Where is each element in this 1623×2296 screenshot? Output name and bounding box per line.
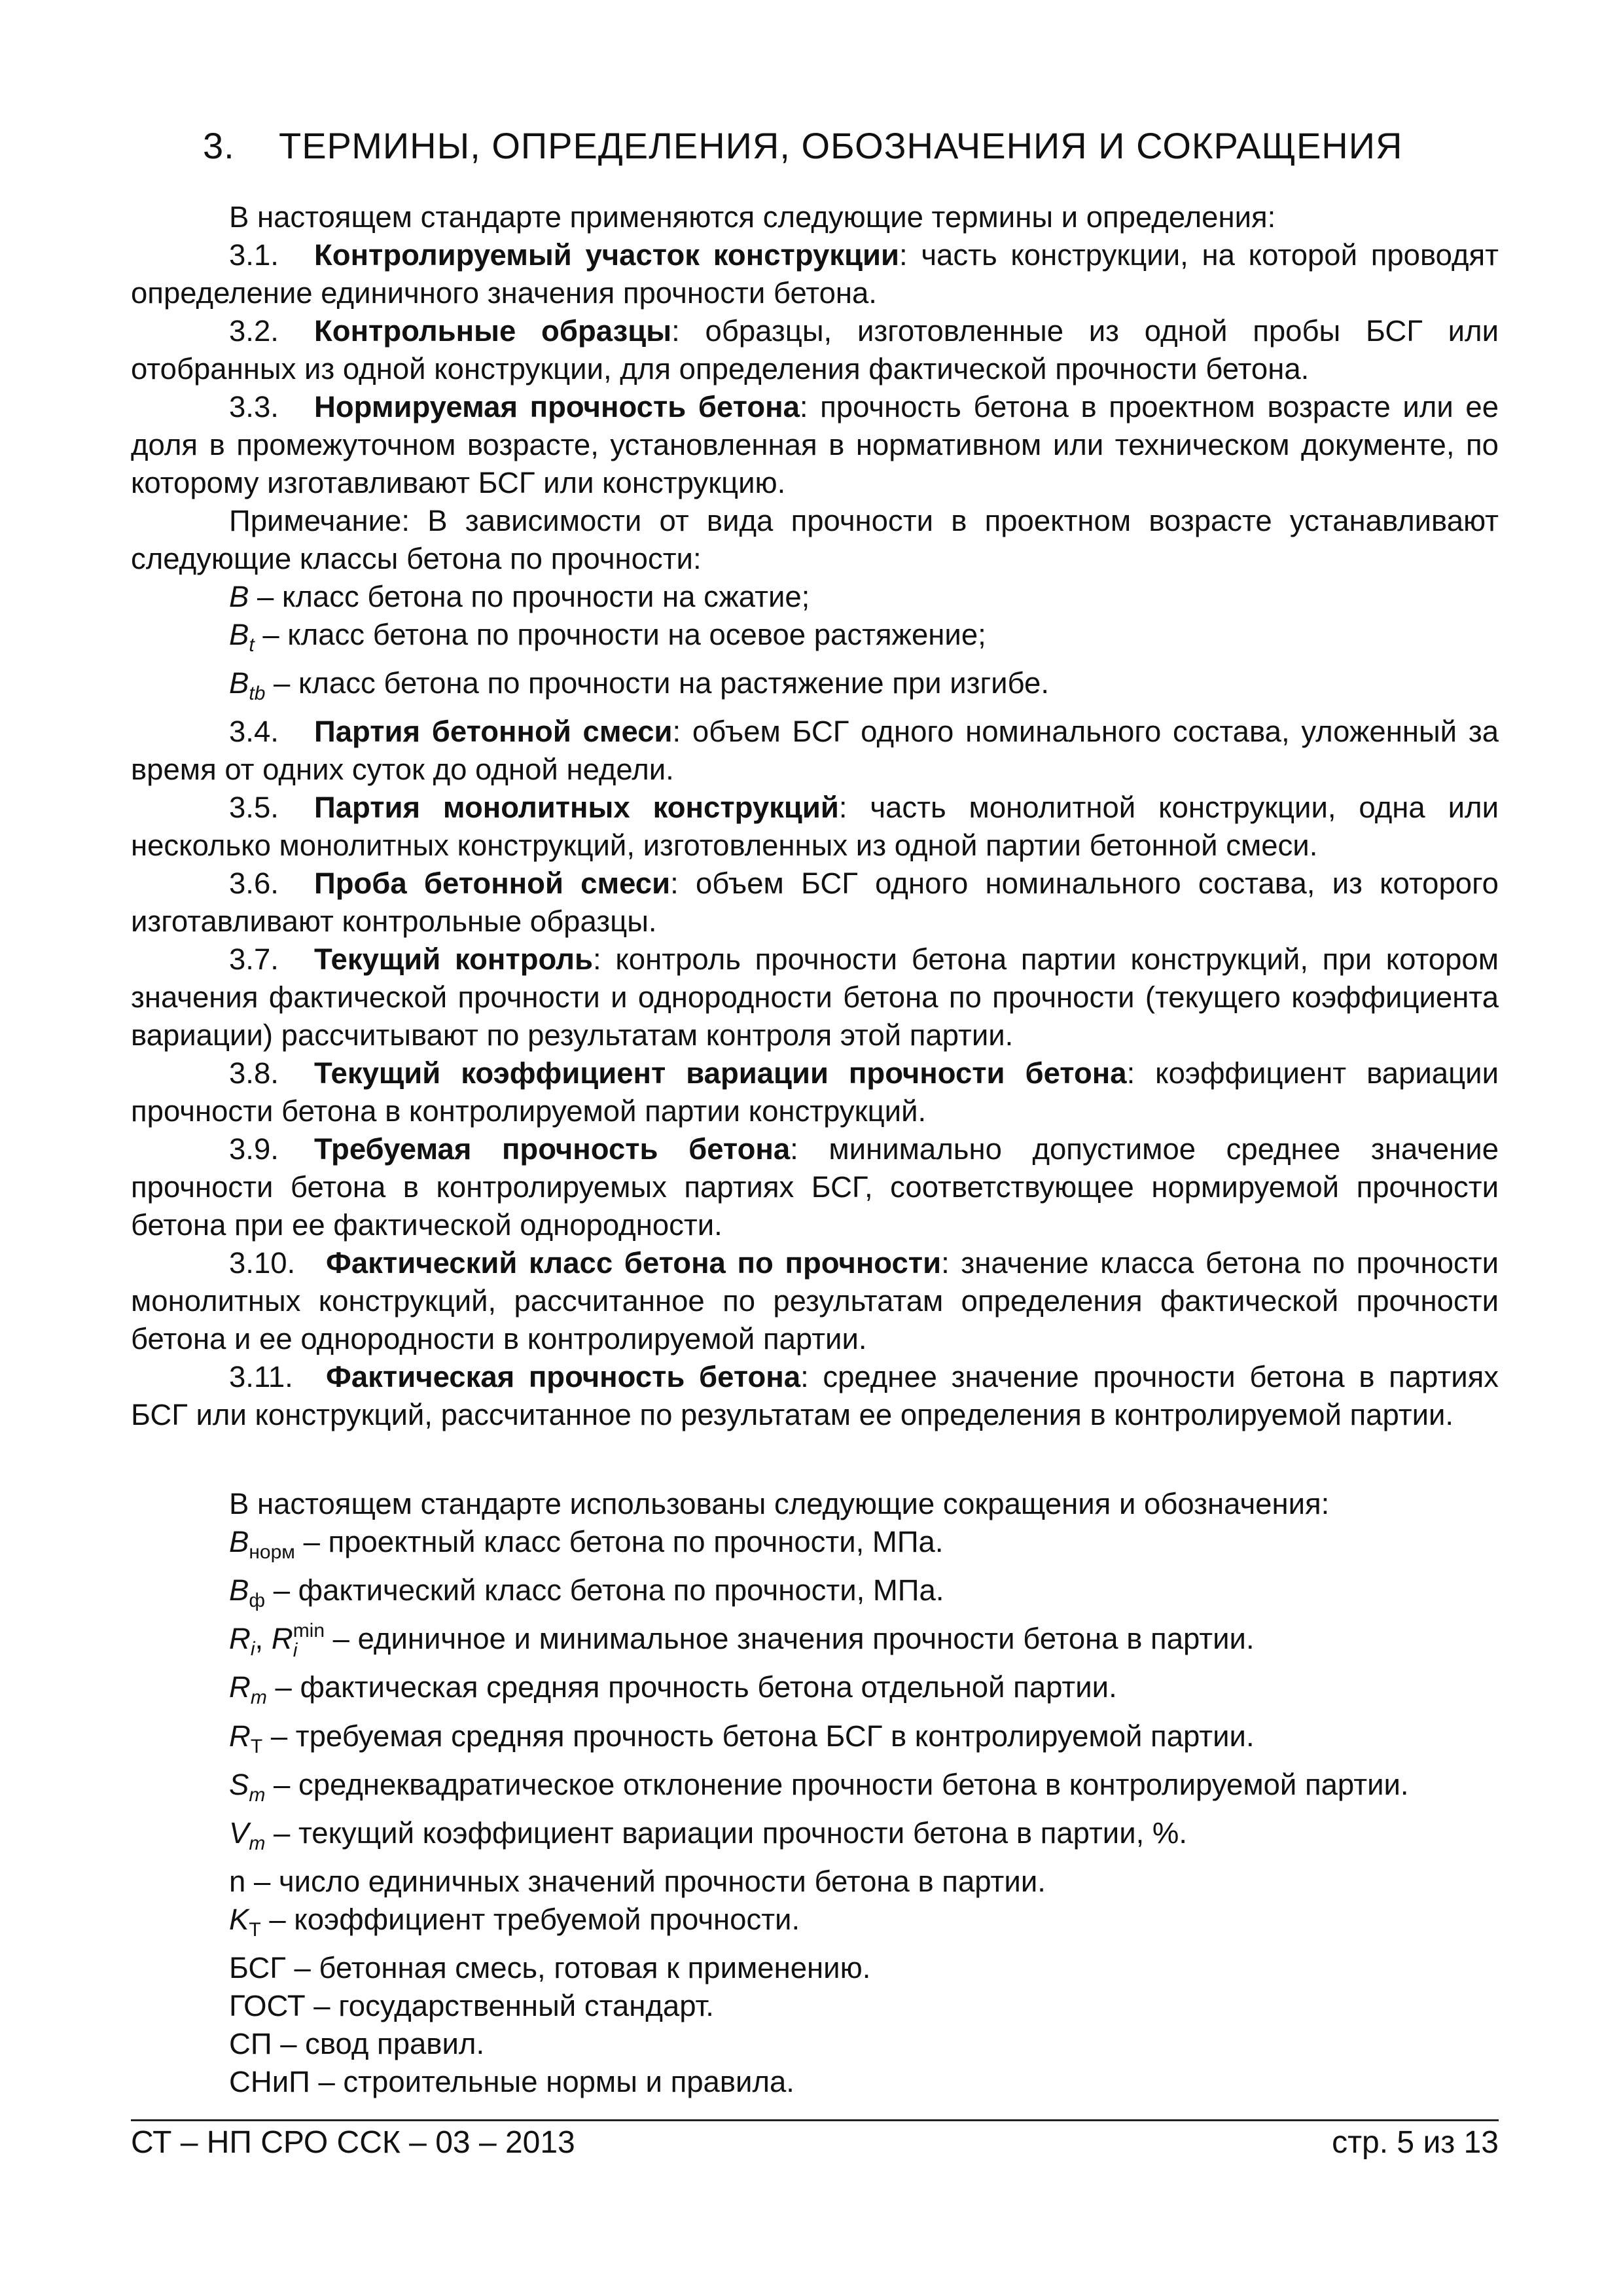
definition-3-11 xyxy=(131,1358,1499,1434)
definition-text: : минимально допустимое среднее значение прочности бетона в контролируемых партиях БСГ, соответствующее нормируемой прочности бетона при ее фактической однородности. xyxy=(131,1132,1499,1242)
symbol: K xyxy=(229,1902,249,1936)
definition-3-9 xyxy=(131,1130,1499,1244)
symbol-description: – класс бетона по прочности на растяжение при изгибе. xyxy=(265,666,1049,700)
symbol-subscript: i xyxy=(250,1638,255,1660)
definition-number: 3.7. xyxy=(229,942,279,977)
definition-text: : часть конструкции, на которой проводят определение единичного значения прочности бетона. xyxy=(131,238,1499,310)
symbol-item xyxy=(131,1668,1499,1717)
symbol: B xyxy=(229,1573,249,1607)
definition-term: Текущий контроль xyxy=(314,942,594,977)
symbol-subscript: m xyxy=(249,1784,266,1806)
abbreviation-item: ГОСТ – государственный стандарт. xyxy=(229,1988,714,2022)
symbol-item: $R_i$, R i min – единичное и минимальное значения прочности бетона в партии. xyxy=(229,1620,1255,1662)
symbol: B xyxy=(229,1525,249,1559)
definition-text: : прочность бетона в проектном возрасте или ее доля в промежуточном возрасте, установленная в нормативном или техническом документе, по которому изготавливают БСГ или конструкцию. xyxy=(131,390,1499,499)
symbol-subscript: tb xyxy=(249,683,266,705)
symbol-item xyxy=(131,1717,1499,1766)
definition-number: 3.9. xyxy=(229,1132,279,1166)
symbol-subscript: i xyxy=(293,1640,298,1662)
definition-3-3 xyxy=(131,388,1499,502)
symbol-description: – класс бетона по прочности на осевое растяжение; xyxy=(254,618,986,651)
symbol: R xyxy=(271,1622,293,1656)
page-footer xyxy=(131,2125,1499,2161)
definition-text: : среднее значение прочности бетона в партиях БСГ или конструкций, рассчитанное по результатам ее определения в контролируемой партии. xyxy=(131,1360,1499,1432)
symbol-description: – коэффициент требуемой прочности. xyxy=(260,1902,800,1936)
definition-term: Требуемая прочность бетона xyxy=(314,1132,791,1166)
definition-number: 3.10. xyxy=(229,1246,296,1280)
definitions-list-b xyxy=(131,713,1499,1434)
definition-3-10 xyxy=(131,1244,1499,1358)
definition-number: 3.2. xyxy=(229,314,279,348)
symbol: B xyxy=(229,618,249,651)
symbol-subscript: m xyxy=(249,1832,266,1854)
definition-3-7 xyxy=(131,941,1499,1054)
definition-number: 3.8. xyxy=(229,1056,279,1090)
symbol-description: – требуемая средняя прочность бетона БСГ в контролируемой партии. xyxy=(262,1719,1255,1753)
definition-term: Контрольные образцы xyxy=(314,314,672,348)
note-items xyxy=(131,578,1499,713)
definition-term: Проба бетонной смеси xyxy=(314,867,671,901)
abbreviation-item: СНиП – строительные нормы и правила. xyxy=(229,2064,794,2098)
definition-3-5 xyxy=(131,789,1499,865)
definition-3-8 xyxy=(131,1054,1499,1130)
definition-term: Партия монолитных конструкций xyxy=(314,791,839,825)
definition-3-4 xyxy=(131,713,1499,789)
symbol: S xyxy=(229,1767,249,1801)
symbol-subscript: m xyxy=(250,1687,267,1709)
definition-text: : объем БСГ одного номинального состава, из которого изготавливают контрольные образцы. xyxy=(131,867,1499,939)
abbreviation-item: БСГ – бетонная смесь, готовая к применению. xyxy=(229,1950,871,1984)
symbol-item xyxy=(131,616,1499,664)
definition-text: : значение класса бетона по прочности монолитных конструкций, рассчитанное по результатам определения фактической прочности бетона и ее однородности в контролируемой партии. xyxy=(131,1246,1499,1356)
abbreviations-list xyxy=(131,1949,1499,2101)
symbol-item xyxy=(131,1766,1499,1814)
definition-text: : контроль прочности бетона партии конструкций, при котором значения фактической прочности и однородности бетона по прочности (текущего коэффициента вариации) рассчитывают по результатам контроля этой партии. xyxy=(131,942,1499,1052)
definition-text: : часть монолитной конструкции, одна или несколько монолитных конструкций, изготовленных из одной партии бетонной смеси. xyxy=(131,791,1499,863)
note-paragraph: Примечание: В зависимости от вида прочности в проектном возрасте устанавливают следующие классы бетона по прочности: xyxy=(131,504,1499,575)
symbol-description: – проектный класс бетона по прочности, МПа. xyxy=(294,1525,944,1559)
terms-intro: В настоящем стандарте применяются следующие термины и определения: xyxy=(229,200,1276,234)
document-code: СТ – НП СРО ССК – 03 – 2013 xyxy=(131,2125,575,2160)
definition-number: 3.6. xyxy=(229,867,279,901)
definition-number: 3.11. xyxy=(229,1360,293,1394)
definition-term: Текущий коэффициент вариации прочности бетона xyxy=(314,1056,1127,1090)
symbol-superscript: min xyxy=(293,1620,325,1642)
definition-number: 3.5. xyxy=(229,791,279,825)
symbol-item xyxy=(131,1523,1499,1571)
symbol-item xyxy=(131,578,1499,616)
definition-term: Партия бетонной смеси xyxy=(314,715,673,749)
symbol-subscript: T xyxy=(249,1918,261,1941)
definition-3-6 xyxy=(131,865,1499,941)
symbol-subscript: t xyxy=(249,634,255,656)
symbol-description: – единичное и минимальное значения прочности бетона в партии. xyxy=(325,1622,1255,1656)
symbol-description: – класс бетона по прочности на сжатие; xyxy=(249,580,810,613)
symbol: B xyxy=(229,580,249,613)
symbol-description: – среднеквадратическое отклонение прочности бетона в контролируемой партии. xyxy=(265,1767,1409,1801)
symbol: R xyxy=(229,1622,251,1656)
document-page xyxy=(131,124,1499,2101)
definition-term: Нормируемая прочность бетона xyxy=(314,390,800,423)
definition-3-2 xyxy=(131,312,1499,388)
symbol-item xyxy=(131,1571,1499,1620)
definition-term: Фактическая прочность бетона xyxy=(326,1360,801,1394)
page-number: стр. 5 из 13 xyxy=(1332,2125,1499,2160)
symbol-description: n – число единичных значений прочности бетона в партии. xyxy=(229,1864,1046,1898)
symbol-item xyxy=(131,664,1499,713)
symbol-item xyxy=(131,1814,1499,1863)
symbol: V xyxy=(229,1816,249,1850)
symbol: R xyxy=(229,1719,251,1753)
definition-text: : объем БСГ одного номинального состава, уложенный за время от одних суток до одной недели. xyxy=(131,715,1499,787)
definition-text: : коэффициент вариации прочности бетона в контролируемой партии конструкций. xyxy=(131,1056,1499,1128)
symbol-subscript: норм xyxy=(249,1541,295,1564)
definition-3-1 xyxy=(131,236,1499,312)
symbol-subscript: ф xyxy=(249,1590,266,1612)
section-heading: 3. ТЕРМИНЫ, ОПРЕДЕЛЕНИЯ, ОБОЗНАЧЕНИЯ И СОКРАЩЕНИЯ xyxy=(203,125,1403,166)
definition-term: Контролируемый участок конструкции xyxy=(314,238,899,272)
definition-number: 3.1. xyxy=(229,238,279,272)
definition-term: Фактический класс бетона по прочности xyxy=(326,1246,942,1280)
definition-number: 3.4. xyxy=(229,715,279,749)
symbol: B xyxy=(229,666,249,700)
symbol-item xyxy=(131,1863,1499,1901)
definition-text: : образцы, изготовленные из одной пробы БСГ или отобранных из одной конструкции, для определения фактической прочности бетона. xyxy=(131,314,1499,386)
symbol-subscript: T xyxy=(250,1735,263,1757)
abbreviation-item: СП – свод правил. xyxy=(229,2026,485,2060)
definitions-list-a xyxy=(131,236,1499,502)
symbol-description: – фактическая средняя прочность бетона отдельной партии. xyxy=(266,1670,1117,1704)
abbreviations-intro: В настоящем стандарте использованы следующие сокращения и обозначения: xyxy=(229,1487,1330,1521)
symbols-list xyxy=(131,1523,1499,1949)
symbol: R xyxy=(229,1670,251,1704)
definition-number: 3.3. xyxy=(229,390,279,423)
symbol-description: – текущий коэффициент вариации прочности бетона в партии, %. xyxy=(265,1816,1187,1850)
footer-divider xyxy=(131,2119,1499,2121)
symbol-description: – фактический класс бетона по прочности, МПа. xyxy=(265,1573,944,1607)
symbol-item xyxy=(131,1901,1499,1949)
